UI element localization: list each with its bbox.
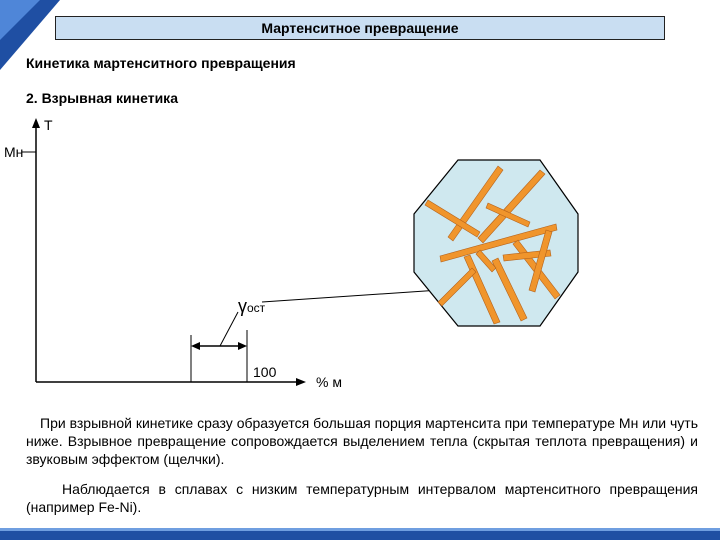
gamma-subscript: ост bbox=[247, 301, 266, 315]
slide-title-text: Мартенситное превращение bbox=[261, 20, 459, 36]
x-axis-label: % м bbox=[316, 374, 342, 390]
section-heading: Кинетика мартенситного превращения bbox=[26, 55, 296, 71]
gamma-symbol: γ bbox=[238, 296, 247, 316]
gamma-leader bbox=[220, 312, 238, 346]
grain-leader bbox=[262, 290, 440, 302]
y-axis-label: T bbox=[44, 117, 53, 133]
footer-bar bbox=[0, 528, 720, 540]
body-paragraph-1: При взрывной кинетике сразу образуется большая порция мартенсита при температуре Мн или чуть ниже. Взрывное превращение сопровождается выделением тепла (скрытая теплота превращения) и звуковым эффектом (щелчки). bbox=[26, 415, 698, 467]
y-axis-arrow bbox=[32, 118, 40, 128]
body-paragraph-2: Наблюдается в сплавах с низким температурным интервалом мартенситного превращения (например Fe-Ni). bbox=[26, 481, 698, 515]
x-axis-arrow bbox=[296, 378, 306, 386]
subheading: 2. Взрывная кинетика bbox=[26, 90, 178, 106]
mn-label: Мн bbox=[4, 144, 24, 160]
x-mark-label: 100 bbox=[253, 364, 277, 380]
gamma-label bbox=[238, 296, 265, 317]
